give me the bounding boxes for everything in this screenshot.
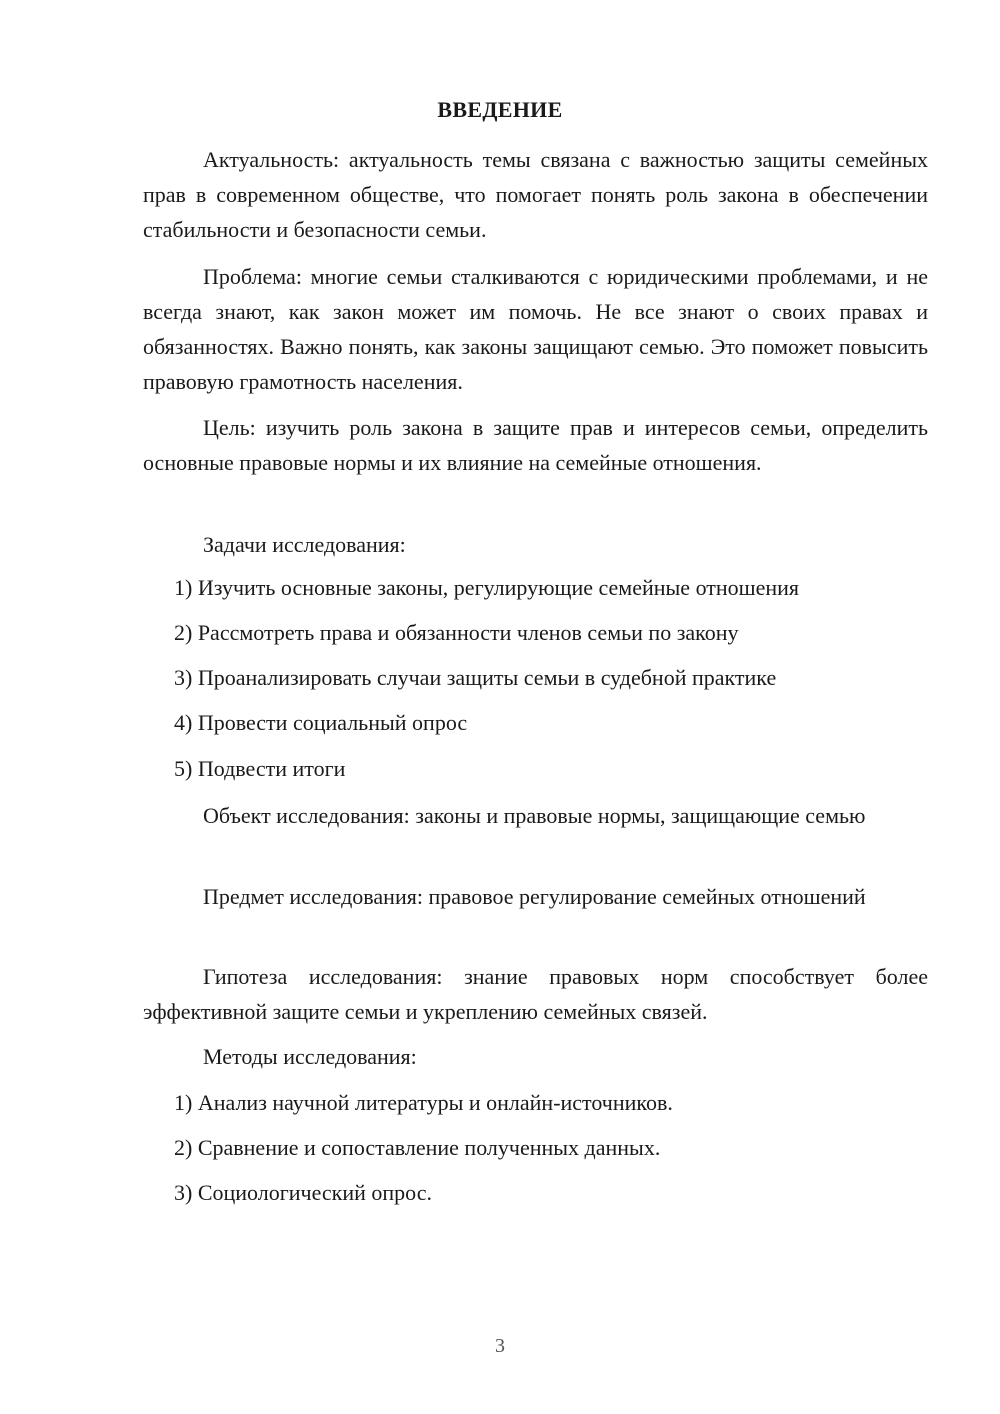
task-item: 2) Рассмотреть права и обязанности членов семьи по закону: [174, 620, 739, 645]
task-item: 3) Проанализировать случаи защиты семьи в судебной практике: [174, 665, 777, 690]
problem-paragraph: Проблема: многие семьи сталкиваются с юридическими проблемами, и не всегда знают, как закон может им помочь. Не все знают о своих правах и обязанностях. Важно понять, как законы защищают семью. Это поможет повысить правовую грамотность населения.: [143, 264, 928, 394]
hypothesis-paragraph: Гипотеза исследования: знание правовых норм способствует более эффективной защите семьи и укреплению семейных связей.: [143, 964, 928, 1024]
method-item: 3) Социологический опрос.: [174, 1180, 432, 1205]
section-title: ВВЕДЕНИЕ: [437, 97, 563, 122]
task-item: 4) Провести социальный опрос: [174, 710, 468, 735]
task-item: 5) Подвести итоги: [174, 756, 346, 781]
goal-paragraph: Цель: изучить роль закона в защите прав и интересов семьи, определить основные правовые нормы и их влияние на семейные отношения.: [143, 415, 928, 475]
object-paragraph: Объект исследования: законы и правовые нормы, защищающие семью: [203, 803, 866, 828]
method-item: 1) Анализ научной литературы и онлайн-источников.: [174, 1090, 673, 1115]
relevance-paragraph: Актуальность: актуальность темы связана с важностью защиты семейных прав в современном обществе, что помогает понять роль закона в обеспечении стабильности и безопасности семьи.: [143, 147, 928, 242]
task-item: 1) Изучить основные законы, регулирующие семейные отношения: [174, 575, 800, 600]
subject-paragraph: Предмет исследования: правовое регулирование семейных отношений: [203, 884, 866, 909]
method-item: 2) Сравнение и сопоставление полученных данных.: [174, 1135, 661, 1160]
page-number: 3: [495, 1335, 505, 1357]
methods-heading: Методы исследования:: [203, 1044, 417, 1069]
tasks-heading: Задачи исследования:: [203, 532, 406, 557]
